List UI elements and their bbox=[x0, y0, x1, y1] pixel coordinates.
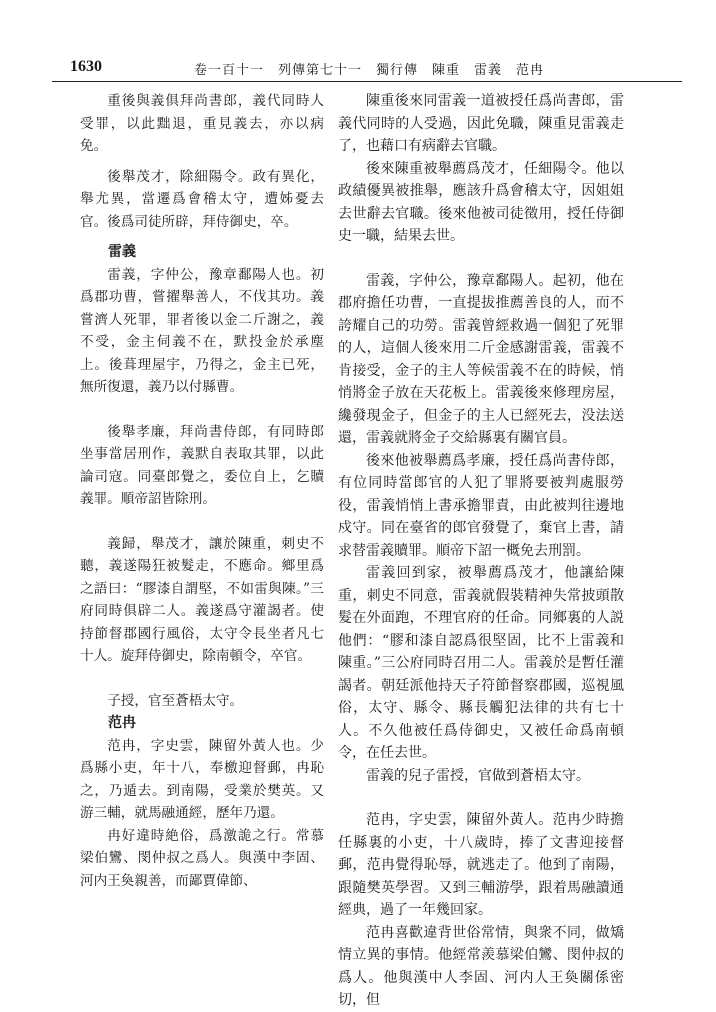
paragraph: 范冉，字史雲，陳留外黃人也。少爲縣小吏，年十八，奉檄迎督郵，冉恥之，乃遁去。到南陽，受業於樊英。又游三輔，就馬融通經，歷年乃還。 bbox=[80, 737, 324, 821]
paragraph: 冉好違時絶俗，爲激詭之行。常慕梁伯鸞、閔仲叔之爲人。與漢中李固、河内王奐親善，而鄙賈偉節、 bbox=[80, 827, 324, 889]
paragraph: 雷義回到家，被舉薦爲茂才，他讓給陳重，刺史不同意，雷義就假裝精神失常披頭散髮在外面跑，不理官府的任命。同鄉裏的人説他們：“膠和漆自認爲很堅固，比不上雷義和陳重。”三公府同時召用二人。雷義於是暫任灌謁者。朝廷派他持天子符節督察郡國，巡視風俗，太守、縣令、縣長觸犯法律的共有七十人。不久他被任爲侍御史，又被任命爲南頓令，在任去世。 bbox=[338, 565, 624, 761]
paragraph: 子授，官至蒼梧太守。 bbox=[107, 692, 244, 709]
paragraph: 雷義，字仲公，豫章鄱陽人也。初爲郡功曹，嘗擢舉善人，不伐其功。義嘗濟人死罪，罪者後以金二斤謝之，義不受，金主伺義不在，默投金於承塵上。後葺理屋宇，乃得之，金主已死，無所復還，義乃以付縣曹。 bbox=[80, 266, 324, 395]
paragraph: 陳重後來同雷義一道被授任爲尚書郎，雷義代同時的人受過，因此免職，陳重見雷義走了，也藉口有病辭去官職。 bbox=[338, 93, 624, 154]
paragraph: 後來他被舉薦爲孝廉，授任爲尚書侍郎，有位同時當郎官的人犯了罪將要被判處服勞役，雷義悄悄上書承擔罪責，由此被判往邊地戍守。同在臺省的郎官發覺了，棄官上書，請求替雷義贖罪。順帝下詔一概免去刑罰。 bbox=[338, 452, 624, 559]
header-rule bbox=[52, 81, 682, 82]
paragraph: 義歸，舉茂才，讓於陳重，刺史不聽，義遂陽狂被髮走，不應命。鄉里爲之語曰：“膠漆自謂堅，不如雷與陳。”三府同時俱辟二人。義遂爲守灌謁者。使持節督郡國行風俗，太守令長坐者凡七十人。旋拜侍御史，除南頓令，卒官。 bbox=[80, 535, 324, 664]
paragraph: 後來陳重被舉薦爲茂才，任細陽令。他以政績優異被推舉，應該升爲會稽太守，因姐姐去世辭去官職。後來他被司徒徵用，授任侍御史一職，結果去世。 bbox=[338, 160, 624, 244]
section-title-lei-yi: 雷義 bbox=[108, 244, 136, 260]
page-number: 1630 bbox=[70, 58, 102, 75]
section-title-fan-ran: 范冉 bbox=[108, 715, 136, 731]
paragraph: 重後與義俱拜尚書郎，義代同時人受罪，以此黜退，重見義去，亦以病免。 bbox=[80, 93, 324, 154]
paragraph: 雷義的兒子雷授，官做到蒼梧太守。 bbox=[366, 767, 590, 784]
paragraph: 後舉茂才，除細陽令。政有異化，舉尤異，當遷爲會稽太守，遭姊憂去官。後爲司徒所辟，拜侍御史，卒。 bbox=[80, 168, 324, 230]
paragraph: 范冉喜歡違背世俗常情，與衆不同，做矯情立異的事情。他經常羨慕梁伯鸞、閔仲叔的爲人。他與漢中人李固、河内人王奐關係密切，但 bbox=[338, 924, 624, 1008]
classical-text-column bbox=[80, 90, 324, 892]
paragraph: 後舉孝廉，拜尚書侍郎，有同時郎坐事當居刑作，義默自表取其罪，以此論司寇。同臺郎覺之，委位自上，乞贖義罪。順帝詔皆除刑。 bbox=[80, 423, 324, 507]
translation-column bbox=[338, 90, 624, 1012]
page-header bbox=[52, 58, 682, 80]
paragraph: 范冉，字史雲，陳留外黃人。范冉少時擔任縣裏的小吏，十八歲時，捧了文書迎接督郵，范冉覺得恥辱，就逃走了。他到了南陽，跟隨樊英學習。又到三輔游學，跟着馬融讀通經典，過了一年幾回家。 bbox=[338, 812, 624, 918]
running-title: 卷一百十一 列傳第七十一 獨行傳 陳重 雷義 范冉 bbox=[194, 63, 545, 78]
paragraph: 雷義，字仲公，豫章鄱陽人。起初，他在郡府擔任功曹，一直提拔推薦善良的人，而不誇耀自己的功勞。雷義曾經救過一個犯了死罪的人，這個人後來用二斤金感謝雷義，雷義不肯接受，金子的主人等候雷義不在的時候，悄悄將金子放在天花板上。雷義後來修理房屋，纔發現金子，但金子的主人已經死去，没法送還，雷義就將金子交給縣裏有關官員。 bbox=[338, 272, 624, 446]
